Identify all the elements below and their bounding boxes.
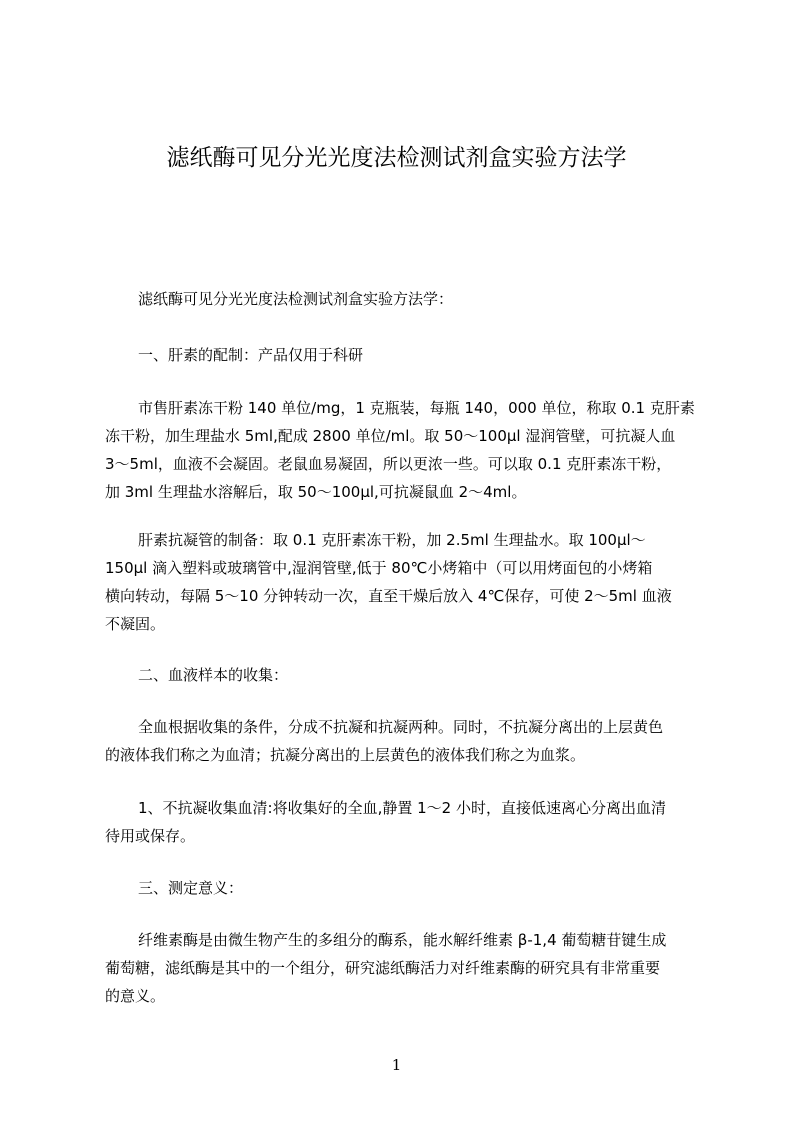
section-heading-significance: 三、测定意义： bbox=[138, 879, 244, 897]
paragraph-line: 横向转动，每隔 5～10 分钟转动一次，直至干燥后放入 4℃保存，可使 2～5ml 血液 bbox=[105, 587, 672, 605]
page-number: 1 bbox=[391, 1056, 402, 1074]
section-heading-blood-collection: 二、血液样本的收集： bbox=[138, 666, 289, 684]
paragraph-line: 的意义。 bbox=[105, 987, 166, 1005]
paragraph-line: 不凝固。 bbox=[105, 615, 166, 633]
document-title: 滤纸酶可见分光光度法检测试剂盒实验方法学 bbox=[166, 145, 627, 171]
section-heading-heparin: 一、肝素的配制：产品仅用于科研 bbox=[138, 346, 364, 364]
intro-line: 滤纸酶可见分光光度法检测试剂盒实验方法学： bbox=[138, 290, 454, 308]
paragraph-line: 的液体我们称之为血清；抗凝分离出的上层黄色的液体我们称之为血浆。 bbox=[105, 746, 586, 764]
paragraph-line: 冻干粉，加生理盐水 5ml,配成 2800 单位/ml。取 50～100μl 湿润管壁，可抗凝人血 bbox=[105, 427, 676, 445]
paragraph-line: 150μl 滴入塑料或玻璃管中,湿润管壁,低于 80℃小烤箱中（可以用烤面包的小烤箱 bbox=[105, 559, 653, 577]
paragraph-line: 全血根据收集的条件，分成不抗凝和抗凝两种。同时，不抗凝分离出的上层黄色 bbox=[138, 718, 664, 736]
paragraph-line: 肝素抗凝管的制备：取 0.1 克肝素冻干粉，加 2.5ml 生理盐水。取 100μl～ bbox=[138, 531, 646, 549]
paragraph-line: 纤维素酶是由微生物产生的多组分的酶系，能水解纤维素 β-1,4 葡萄糖苷键生成 bbox=[138, 931, 667, 949]
paragraph-line: 1、不抗凝收集血清:将收集好的全血,静置 1～2 小时，直接低速离心分离出血清 bbox=[138, 799, 666, 817]
paragraph-line: 葡萄糖，滤纸酶是其中的一个组分，研究滤纸酶活力对纤维素酶的研究具有非常重要 bbox=[105, 959, 661, 977]
paragraph-line: 加 3ml 生理盐水溶解后，取 50～100μl,可抗凝鼠血 2～4ml。 bbox=[105, 483, 527, 501]
paragraph-line: 待用或保存。 bbox=[105, 827, 196, 845]
paragraph-line: 市售肝素冻干粉 140 单位/mg，1 克瓶装，每瓶 140，000 单位，称取 0.1 克肝素 bbox=[138, 399, 695, 417]
paragraph-line: 3～5ml，血液不会凝固。老鼠血易凝固，所以更浓一些。可以取 0.1 克肝素冻干粉， bbox=[105, 455, 672, 473]
